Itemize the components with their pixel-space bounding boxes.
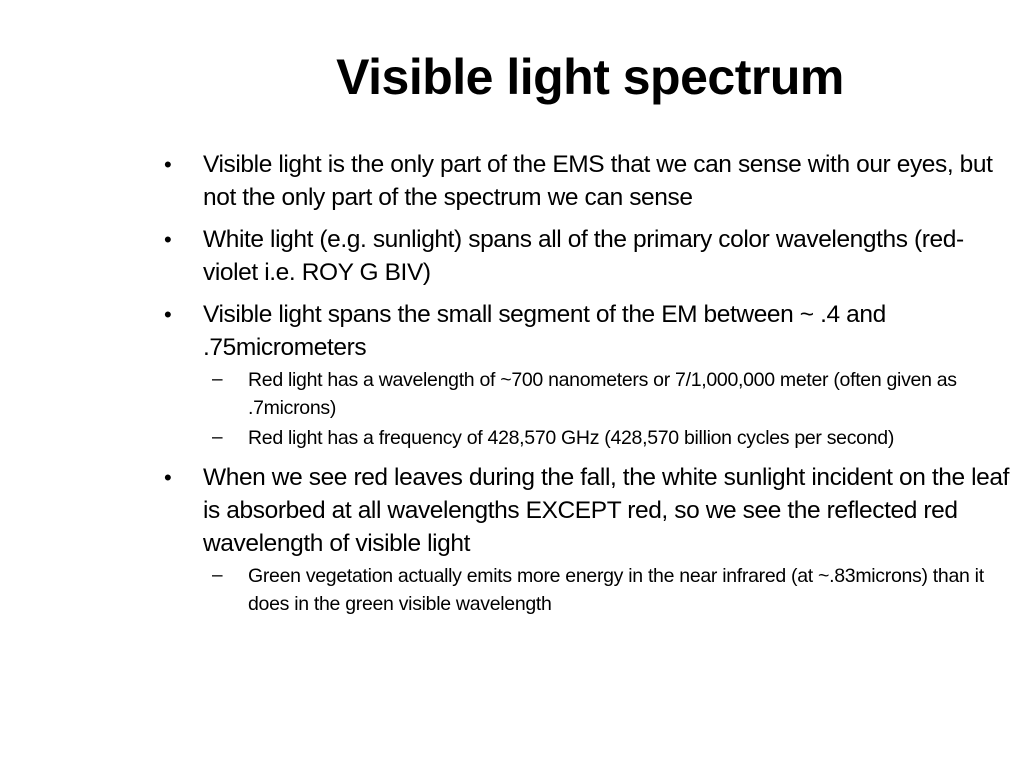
bullet-text: Visible light is the only part of the EMS that we can sense with our eyes, but not the only part of the spectrum we can sense bbox=[203, 151, 993, 211]
bullet-marker: • bbox=[164, 302, 172, 327]
slide-title: Visible light spectrum bbox=[336, 49, 844, 105]
bullet-text: Visible light spans the small segment of the EM between ~ .4 and .75micrometers bbox=[203, 301, 886, 361]
sub-bullet-text: Green vegetation actually emits more energy in the near infrared (at ~.83microns) than it does in the green visible wavelength bbox=[248, 565, 984, 615]
slide-body bbox=[160, 148, 1010, 618]
bullet-marker: • bbox=[164, 465, 172, 490]
bullet-item bbox=[160, 298, 1010, 364]
sub-bullet-text: Red light has a frequency of 428,570 GHz (428,570 billion cycles per second) bbox=[248, 427, 895, 449]
sub-bullet-text: Red light has a wavelength of ~700 nanometers or 7/1,000,000 meter (often given as .7microns) bbox=[248, 369, 957, 419]
bullet-item bbox=[160, 461, 1010, 560]
sub-bullet-item bbox=[160, 366, 1010, 422]
sub-bullet-marker: – bbox=[212, 565, 223, 586]
bullet-item bbox=[160, 148, 1010, 214]
bullet-text: When we see red leaves during the fall, the white sunlight incident on the leaf is absorbed at all wavelengths EXCEPT red, so we see the reflected red wavelength of visible light bbox=[203, 464, 1009, 557]
bullet-item bbox=[160, 223, 1010, 289]
bullet-marker: • bbox=[164, 152, 172, 177]
sub-bullet-marker: – bbox=[212, 427, 223, 448]
bullet-text: White light (e.g. sunlight) spans all of the primary color wavelengths (red-violet i.e. ROY G BIV) bbox=[203, 226, 964, 286]
sub-bullet-item bbox=[160, 562, 1010, 618]
sub-bullet-item bbox=[160, 424, 1010, 452]
sub-bullet-marker: – bbox=[212, 369, 223, 390]
bullet-marker: • bbox=[164, 227, 172, 252]
